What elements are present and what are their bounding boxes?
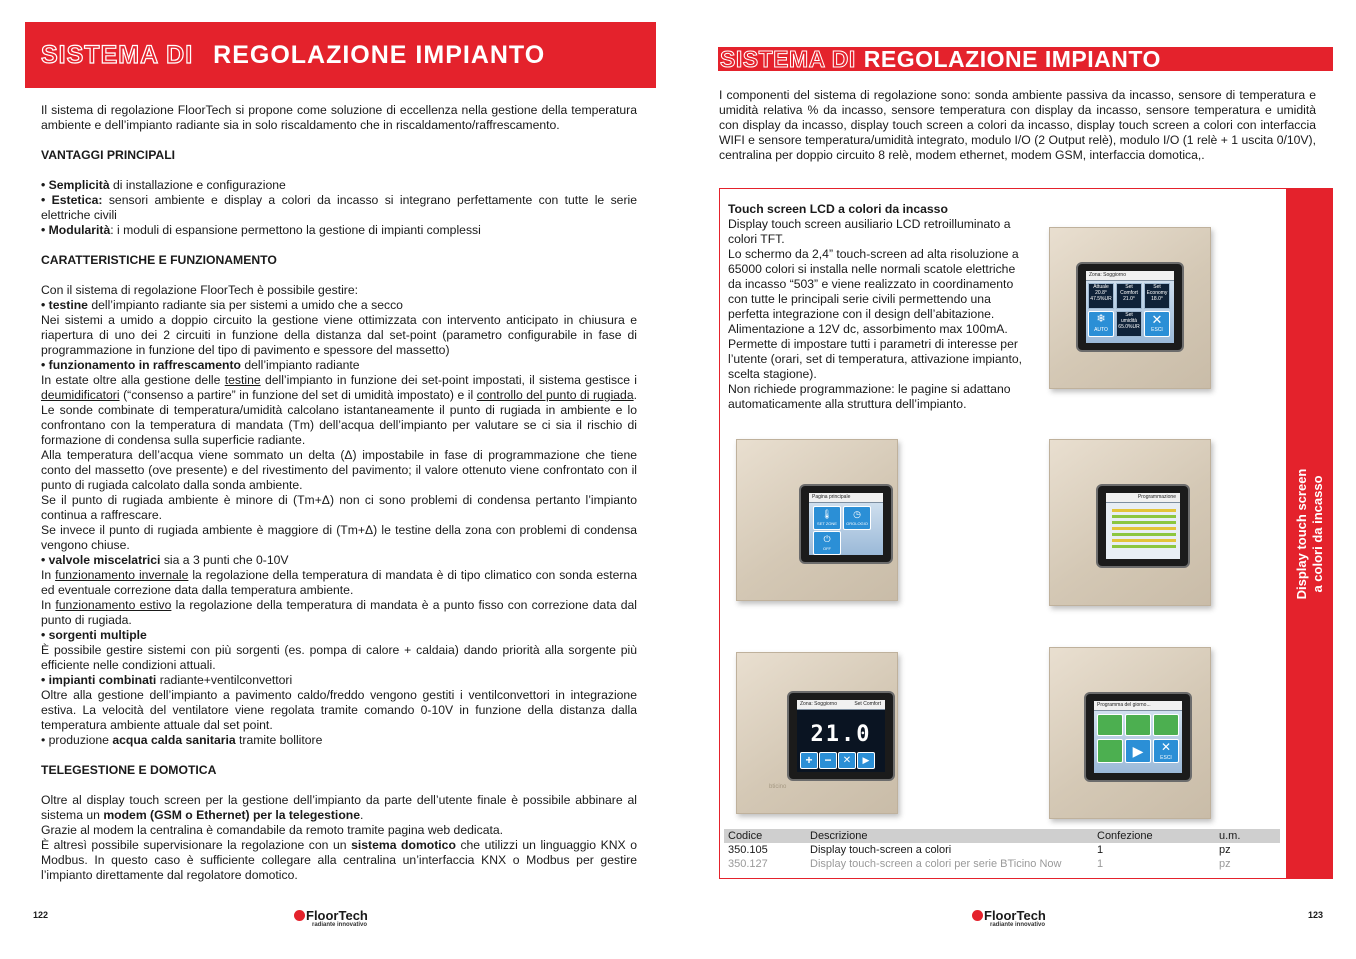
product-description bbox=[728, 202, 1026, 412]
logo-dot-icon bbox=[294, 910, 305, 921]
auto-button: ❄ AUTO bbox=[1088, 311, 1114, 337]
program-tile bbox=[1097, 714, 1123, 736]
close-icon: ✕ bbox=[1160, 740, 1172, 754]
clock-icon: ◷ bbox=[853, 509, 861, 519]
paragraph: Se il punto di rugiada ambiente è minore di (Tm+Δ) non ci sono problemi di condensa pertanto l’impianto continua a raffrescare. bbox=[41, 493, 637, 522]
paragraph: Grazie al modem la centralina è comandabile da remoto tramite pagina web dedicata. bbox=[41, 823, 504, 837]
screen-main-page: Pagina principale 🌡 SET ZONE ◷ OROLOGIO ⏻ OFF bbox=[809, 493, 883, 555]
list-item: • produzione acqua calda sanitaria tramite bollitore bbox=[41, 733, 323, 747]
logo-dot-icon bbox=[972, 910, 983, 921]
product-title: Touch screen LCD a colori da incasso bbox=[728, 202, 948, 216]
screen-programming: Programmazione bbox=[1106, 493, 1180, 559]
paragraph: Nei sistemi a umido a doppio circuito la gestione viene ottimizzata con intervento anticipato in chiusura e riapertura di uno dei 2 circuiti in funzione della distanza dal set-point (parametro configurabile in fase di programmazione in funzione del tipo di pavimento e spessore del massetto) bbox=[41, 313, 637, 357]
page-title bbox=[25, 22, 656, 88]
paragraph: Alimentazione a 12V dc, assorbimento max 100mA. bbox=[728, 322, 1008, 336]
device-set-comfort bbox=[736, 652, 898, 814]
paragraph: Oltre alla gestione dell’impianto a pavimento caldo/freddo vengono gestiti i ventilconvettori in integrazione estiva. La velocità del ventilatore viene regolata tramite comando 0-10V in funzione della distanza dalla temperatura ambiente attuale dal set point. bbox=[41, 688, 637, 732]
exit-button: ✕ ESCI bbox=[1144, 311, 1170, 337]
device-daily-program bbox=[1049, 647, 1211, 819]
device-programming bbox=[1049, 439, 1211, 606]
section-heading-caratteristiche: CARATTERISTICHE E FUNZIONAMENTO bbox=[41, 253, 277, 267]
title-outline-text: SISTEMA DI bbox=[41, 40, 194, 69]
components-intro: I componenti del sistema di regolazione sono: sonda ambiente passiva da incasso, sensore di temperatura e umidità relativa % da incasso, sensore temperatura con display da incasso, sensore temperatura e umidità con display da incasso, display touch screen a colori da incasso, display touch screen a colori con interfaccia WIFI e sensore temperatura/umidità integrato, modulo I/O (2 Output relè), modulo I/O (1 relè + 1 uscita 0/10V), centralina per doppio circuito 8 relè, modem ethernet, modem GSM, interfaccia domotica,. bbox=[719, 88, 1316, 162]
paragraph: Con il sistema di regolazione FloorTech è possibile gestire: bbox=[41, 283, 359, 297]
paragraph: In estate oltre alla gestione delle testine dell’impianto in funzione dei set-point impostati, il sistema gestisce i deumidificatori (“consenso a partire” in funzione del set di umidità impostato) e il controllo del punto di rugiada. Le sonde combinate di temperatura/umidità calcolano istantaneamente il punto di rugiada in ambiente e lo confrontano con la temperatura di mandata (Tm) dell’acqua dell’impianto per valutare se ci sia il rischio di formazione di condensa sulla superficie radiante. bbox=[41, 373, 638, 447]
table-header-row: Codice Descrizione Confezione u.m. bbox=[724, 829, 1280, 843]
product-table bbox=[724, 829, 1280, 871]
section-heading-telegestione: TELEGESTIONE E DOMOTICA bbox=[41, 763, 217, 777]
page-number: 123 bbox=[1308, 910, 1324, 920]
paragraph: Display touch screen ausiliario LCD retroilluminato a colori TFT. bbox=[728, 217, 1011, 246]
minus-icon: − bbox=[819, 752, 837, 769]
play-icon: ▶ bbox=[857, 752, 875, 769]
list-item: • Modularità: i moduli di espansione permettono la gestione di impianti complessi bbox=[41, 223, 481, 237]
temperature-readout: 21.0 bbox=[810, 722, 872, 747]
paragraph: Se invece il punto di rugiada ambiente è maggiore di (Tm+Δ) le testine della zona con problemi di condensa vengono chiuse. bbox=[41, 523, 637, 552]
paragraph: Permette di impostare tutti i parametri di interesse per l’utente (orari, set di temperatura, attivazione impianto, scelta stagione). bbox=[728, 337, 1022, 381]
close-icon: ✕ bbox=[1151, 312, 1163, 327]
set-zone-button: 🌡 SET ZONE bbox=[813, 506, 841, 530]
right-page bbox=[678, 0, 1356, 959]
device-zone-settings bbox=[1049, 227, 1211, 389]
close-icon: ✕ bbox=[838, 752, 856, 769]
program-tile bbox=[1153, 714, 1179, 736]
program-tile bbox=[1125, 714, 1151, 736]
page-number: 122 bbox=[33, 910, 49, 920]
screen-daily-program: Programma del giorno... ▶ ✕ ESCI bbox=[1094, 701, 1182, 773]
thermometer-icon: 🌡 bbox=[821, 509, 833, 519]
list-item: • testine dell’impianto radiante sia per sistemi a umido che a secco bbox=[41, 298, 403, 312]
section-heading-vantaggi: VANTAGGI PRINCIPALI bbox=[41, 148, 176, 162]
intro-paragraph: Il sistema di regolazione FloorTech si propone come soluzione di eccellenza nella gestione della temperatura ambiente e dell’impianto radiante sia in solo riscaldamento che in riscaldamento/raffrescamento. bbox=[41, 103, 637, 132]
paragraph: Oltre al display touch screen per la gestione dell’impianto da parte dell’utente finale è possibile abbinare al sistema un modem (GSM o Ethernet) per la telegestione. bbox=[41, 793, 637, 822]
floortech-logo: FloorTech radiante innovativo bbox=[972, 908, 1062, 932]
paragraph: Alla temperatura dell’acqua viene sommato un delta (Δ) impostabile in fase di programmazione che tiene conto del massetto (ove presente) e del rivestimento del pavimento; il valore ottenuto viene confrontato con il punto di rugiada calcolato dalla sonda ambiente. bbox=[41, 448, 637, 492]
list-item: • Estetica: sensori ambiente e display a colori da incasso si integrano perfettamente con tutte le serie elettriche civili bbox=[41, 193, 637, 222]
play-icon: ▶ bbox=[1125, 739, 1151, 763]
paragraph: È possibile gestire sistemi con più sorgenti (es. pompa di calore + caldaia) dando priorità alla sorgente più efficiente nelle condizioni attuali. bbox=[41, 643, 637, 672]
side-label-band bbox=[1286, 188, 1333, 879]
clock-button: ◷ OROLOGIO bbox=[843, 506, 871, 530]
device-main-page bbox=[736, 439, 898, 601]
title-solid-text: REGOLAZIONE IMPIANTO bbox=[213, 40, 546, 69]
paragraph: In funzionamento estivo la regolazione della temperatura di mandata è a punto fisso con correzione data dal punto di rugiada. bbox=[41, 598, 637, 627]
list-item: • impianti combinati radiante+ventilconvettori bbox=[41, 673, 293, 687]
side-label-line1: Display touch screen bbox=[1293, 468, 1309, 599]
off-button: ⏻ OFF bbox=[813, 531, 841, 555]
side-label-line2: a colori da incasso bbox=[1309, 474, 1325, 593]
title-outline-text: SISTEMA DI bbox=[720, 45, 856, 72]
page-title bbox=[718, 47, 1333, 71]
plus-icon: + bbox=[800, 752, 818, 769]
paragraph: È altresì possibile supervisionare la regolazione con un sistema domotico che utilizzi un linguaggio KNX o Modbus. In questo caso è sufficiente collegare alla centralina un’interfaccia KNX o Modbus per gestire l’impianto direttamente dal regolatore domotico. bbox=[41, 838, 637, 882]
paragraph: In funzionamento invernale la regolazione della temperatura di mandata è di tipo climatico con sonda esterna ed eventuale correzione data dalla temperatura ambiente. bbox=[41, 568, 637, 597]
table-row: 350.105 Display touch-screen a colori 1 pz bbox=[728, 844, 1231, 856]
program-tile bbox=[1097, 739, 1123, 763]
floortech-logo: FloorTech radiante innovativo bbox=[294, 908, 384, 932]
list-item: • Semplicità di installazione e configurazione bbox=[41, 178, 286, 192]
screen-set-comfort: Zona: Soggiorno Set Comfort 21.0 + − ✕ ▶ bbox=[797, 700, 885, 772]
brand-label: bticino bbox=[769, 784, 787, 790]
list-item: • funzionamento in raffrescamento dell’impianto radiante bbox=[41, 358, 360, 372]
power-icon: ⏻ bbox=[823, 534, 831, 544]
table-row: 350.127 Display touch-screen a colori per serie BTicino Now 1 pz bbox=[728, 858, 1231, 870]
list-item: • sorgenti multiple bbox=[41, 628, 147, 642]
exit-button: ✕ ESCI bbox=[1153, 739, 1179, 763]
left-body-text bbox=[41, 103, 637, 883]
snowflake-icon: ❄ bbox=[1096, 313, 1106, 325]
list-item: • valvole miscelatrici sia a 3 punti che 0-10V bbox=[41, 553, 289, 567]
paragraph: Non richiede programmazione: le pagine si adattano automaticamente alla struttura dell’impianto. bbox=[728, 382, 1011, 411]
paragraph: Lo schermo da 2,4” touch-screen ad alta risoluzione a 65000 colori si installa nelle normali scatole elettriche da incasso “503” e viene realizzato in coordinamento con tutte le principali serie civili permettendo una perfetta integrazione con il design dell’abitazione. bbox=[728, 247, 1019, 321]
screen-zone-settings: Zona: Soggiorno Attuale 20.8° 47.5%UR Set Comfort 21.0° Set Economy 18.0° ❄ AUTO Set umidità 65.0%UR ✕ ESCI bbox=[1086, 271, 1174, 343]
title-solid-text: REGOLAZIONE IMPIANTO bbox=[863, 45, 1161, 72]
